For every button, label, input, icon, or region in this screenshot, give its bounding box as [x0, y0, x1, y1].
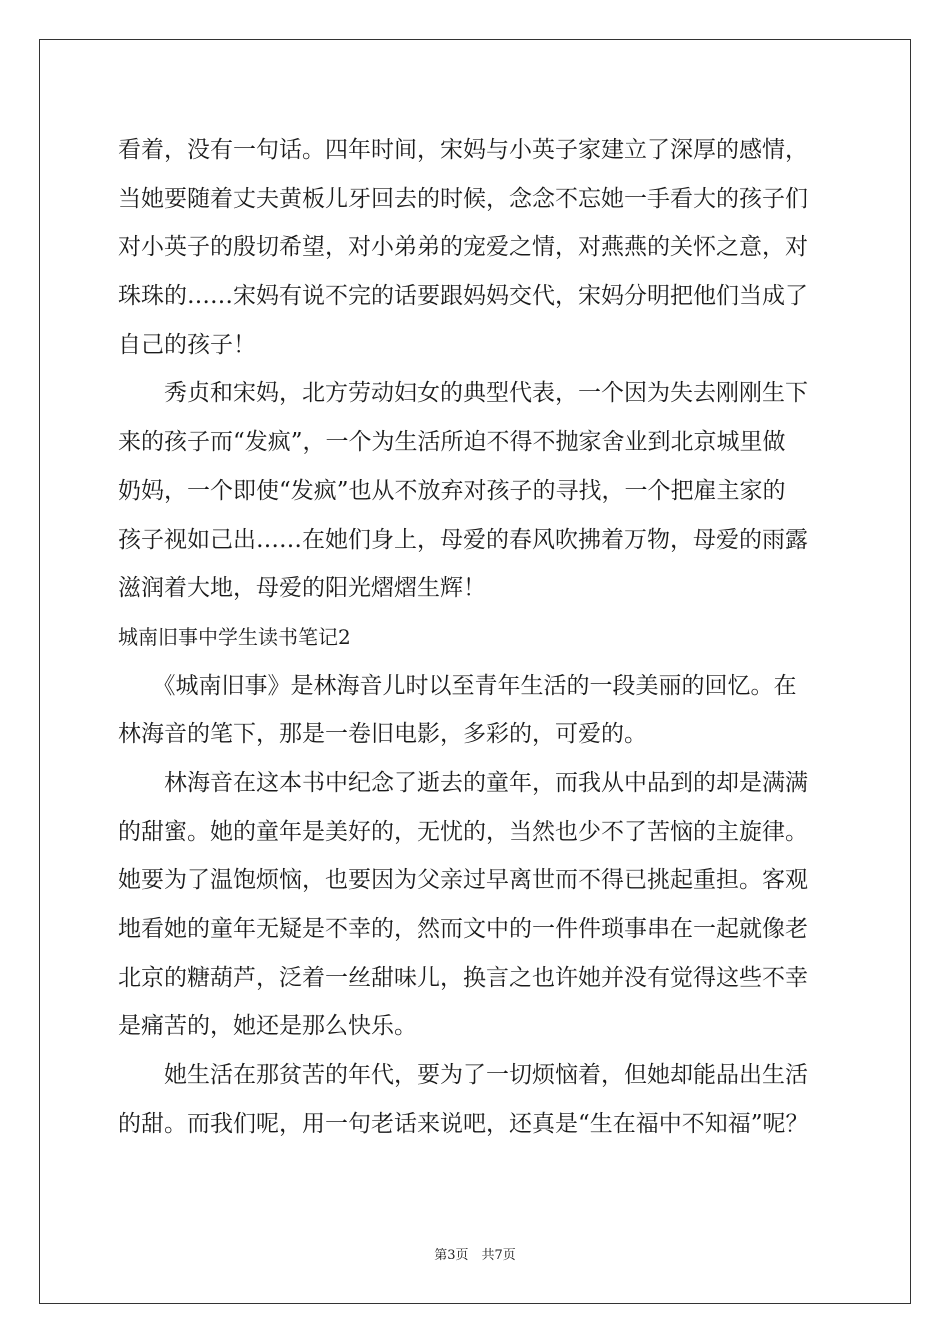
text-line: 看着，没有一句话。四年时间，宋妈与小英子家建立了深厚的感情， — [118, 137, 808, 163]
text-line: 的甜。而我们呢，用一句老话来说吧，还真是“生在福中不知福”呢？ — [118, 1110, 809, 1137]
document-body — [118, 126, 838, 1148]
text-line: 地看她的童年无疑是不幸的，然而文中的一件件琐事串在一起就像老 — [118, 916, 808, 942]
text-line: 孩子视如己出……在她们身上，母爱的春风吹拂着万物，母爱的雨露 — [118, 526, 808, 553]
text-line: 当她要随着丈夫黄板儿牙回去的时候，念念不忘她一手看大的孩子们 — [118, 185, 808, 212]
text-line: 自己的孩子！ — [118, 331, 256, 358]
text-line: 北京的糖葫芦，泛着一丝甜味儿，换言之也许她并没有觉得这些不幸 — [118, 964, 808, 991]
text-line: 她生活在那贫苦的年代，要为了一切烦恼着，但她却能品出生活 — [118, 1062, 808, 1089]
text-line: 秀贞和宋妈，北方劳动妇女的典型代表，一个因为失去刚刚生下 — [118, 380, 808, 407]
text-line: 的甜蜜。她的童年是美好的，无忧的，当然也少不了苦恼的主旋律。 — [118, 818, 808, 845]
text-line: 是痛苦的，她还是那么快乐。 — [118, 1013, 417, 1040]
text-line: 林海音在这本书中纪念了逝去的童年，而我从中品到的却是满满 — [118, 769, 808, 796]
text-line: 《城南旧事》是林海音儿时以至青年生活的一段美丽的回忆。在 — [118, 672, 797, 699]
text-line: 林海音的笔下，那是一卷旧电影，多彩的，可爱的。 — [118, 721, 647, 748]
text-line: 奶妈，一个即使“发疯”也从不放弃对孩子的寻找，一个把雇主家的 — [118, 477, 786, 504]
text-line: 珠珠的……宋妈有说不完的话要跟妈妈交代，宋妈分明把他们当成了 — [118, 283, 808, 310]
text-line: 她要为了温饱烦恼，也要因为父亲过早离世而不得已挑起重担。客观 — [118, 867, 808, 894]
section-heading: 城南旧事中学生读书笔记2 — [118, 624, 351, 649]
text-line: 来的孩子而“发疯”，一个为生活所迫不得不抛家舍业到北京城里做 — [118, 429, 786, 456]
page-number-footer: 第3页 共7页 — [434, 1248, 516, 1263]
text-line: 对小英子的殷切希望，对小弟弟的宠爱之情，对燕燕的关怀之意，对 — [118, 234, 808, 261]
text-line: 滋润着大地，母爱的阳光熠熠生辉！ — [118, 575, 486, 602]
